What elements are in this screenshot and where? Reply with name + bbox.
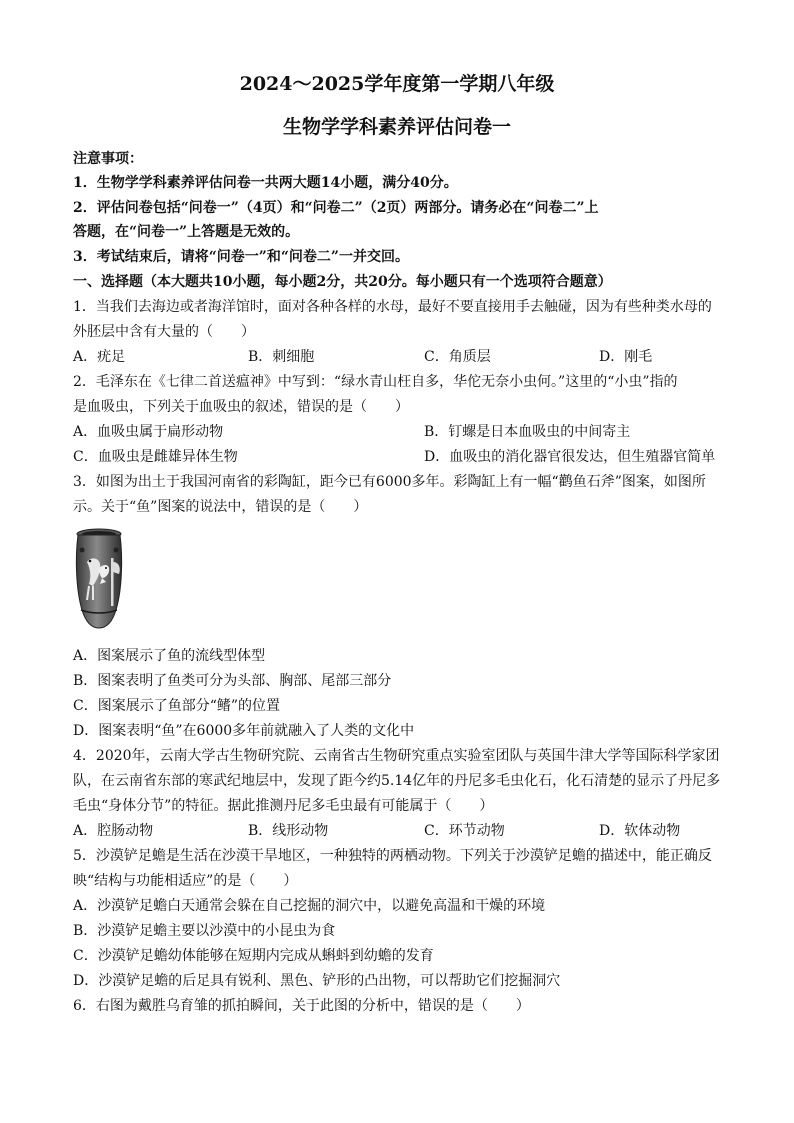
- q3-stem-line2: 示。关于“鱼”图案的说法中，错误的是（ ）: [73, 499, 368, 515]
- q6-stem-line1: 6．右图为戴胜乌育雏的抓拍瞬间，关于此图的分析中，错误的是（ ）: [73, 998, 530, 1014]
- q3-option-b: B．图案表明了鱼类可分为头部、胸部、尾部三部分: [73, 673, 392, 689]
- q2-option-d: D．血吸虫的消化器官很发达，但生殖器官简单: [424, 449, 716, 465]
- notice-item-2-cont: 答题，在“问卷一”上答题是无效的。: [73, 224, 300, 240]
- q1-option-a: A．疣足: [73, 349, 126, 365]
- q4-option-a: A．腔肠动物: [73, 823, 154, 839]
- q1-option-c: C．角质层: [424, 349, 491, 365]
- painted-pottery-vat-image: [73, 528, 125, 632]
- q2-stem-line1: 2．毛泽东在《七律二首送瘟神》中写到：“绿水青山枉自多，华佗无奈小虫何。”这里的“小虫”指的: [73, 374, 678, 390]
- q2-option-a: A．血吸虫属于扁形动物: [73, 424, 224, 440]
- q5-option-a: A．沙漠铲足蟾白天通常会躲在自己挖掘的洞穴中，以避免高温和干燥的环境: [73, 898, 546, 914]
- q4-option-d: D．软体动物: [599, 823, 681, 839]
- q3-stem-line1: 3．如图为出土于我国河南省的彩陶缸，距今已有6000多年。彩陶缸上有一幅“鹳鱼石斧”图案，如图所: [73, 474, 706, 490]
- q1-stem-line2: 外胚层中含有大量的（ ）: [73, 324, 255, 340]
- q2-option-b: B．钉螺是日本血吸虫的中间寄主: [424, 424, 631, 440]
- q3-option-a: A．图案展示了鱼的流线型体型: [73, 648, 266, 664]
- q4-stem-line1: 4．2020年，云南大学古生物研究院、云南省古生物研究重点实验室团队与英国牛津大学等国际科学家团: [73, 748, 720, 764]
- notice-item-1: 1．生物学学科素养评估问卷一共两大题14小题，满分40分。: [73, 175, 458, 191]
- notice-item-2: 2．评估问卷包括“问卷一”（4页）和“问卷二”（2页）两部分。请务必在“问卷二”上: [73, 200, 599, 216]
- q3-option-c: C．图案展示了鱼部分“鳍”的位置: [73, 698, 281, 714]
- q4-option-c: C．环节动物: [424, 823, 505, 839]
- exam-title-line1: 2024～2025学年度第一学期八年级: [239, 73, 555, 95]
- q4-option-b: B．线形动物: [248, 823, 329, 839]
- q2-option-c: C．血吸虫是雌雄异体生物: [73, 449, 238, 465]
- q4-stem-line3: 毛虫“身体分节”的特征。据此推测丹尼多毛虫最有可能属于（ ）: [73, 798, 494, 814]
- q2-stem-line2: 是血吸虫，下列关于血吸虫的叙述，错误的是（ ）: [73, 399, 409, 415]
- exam-title-line2: 生物学学科素养评估问卷一: [282, 116, 511, 138]
- q5-option-d: D．沙漠铲足蟾的后足具有锐利、黑色、铲形的凸出物，可以帮助它们挖掘洞穴: [73, 973, 561, 989]
- notice-item-3: 3．考试结束后，请将“问卷一”和“问卷二”一并交回。: [73, 249, 409, 265]
- q1-option-b: B．刺细胞: [248, 349, 315, 365]
- q1-stem-line1: 1．当我们去海边或者海洋馆时，面对各种各样的水母，最好不要直接用手去触碰，因为有些种类水母的: [73, 299, 712, 315]
- q1-option-d: D．刚毛: [599, 349, 653, 365]
- q5-option-b: B．沙漠铲足蟾主要以沙漠中的小昆虫为食: [73, 923, 336, 939]
- q5-stem-line1: 5．沙漠铲足蟾是生活在沙漠干旱地区，一种独特的两栖动物。下列关于沙漠铲足蟾的描述中，能正确反: [73, 848, 712, 864]
- q5-option-c: C．沙漠铲足蟾幼体能够在短期内完成从蝌蚪到幼蟾的发育: [73, 948, 434, 964]
- q5-stem-line2: 映“结构与功能相适应”的是（ ）: [73, 873, 298, 889]
- section1-heading: 一、选择题（本大题共10小题，每小题2分，共20分。每小题只有一个选项符合题意）: [73, 274, 612, 290]
- notice-heading: 注意事项：: [73, 151, 143, 167]
- q3-option-d: D．图案表明“鱼”在6000多年前就融入了人类的文化中: [73, 723, 415, 739]
- q4-stem-line2: 队，在云南省东部的寒武纪地层中，发现了距今约5.14亿年的丹尼多毛虫化石，化石清楚的显示了丹尼多: [73, 773, 721, 789]
